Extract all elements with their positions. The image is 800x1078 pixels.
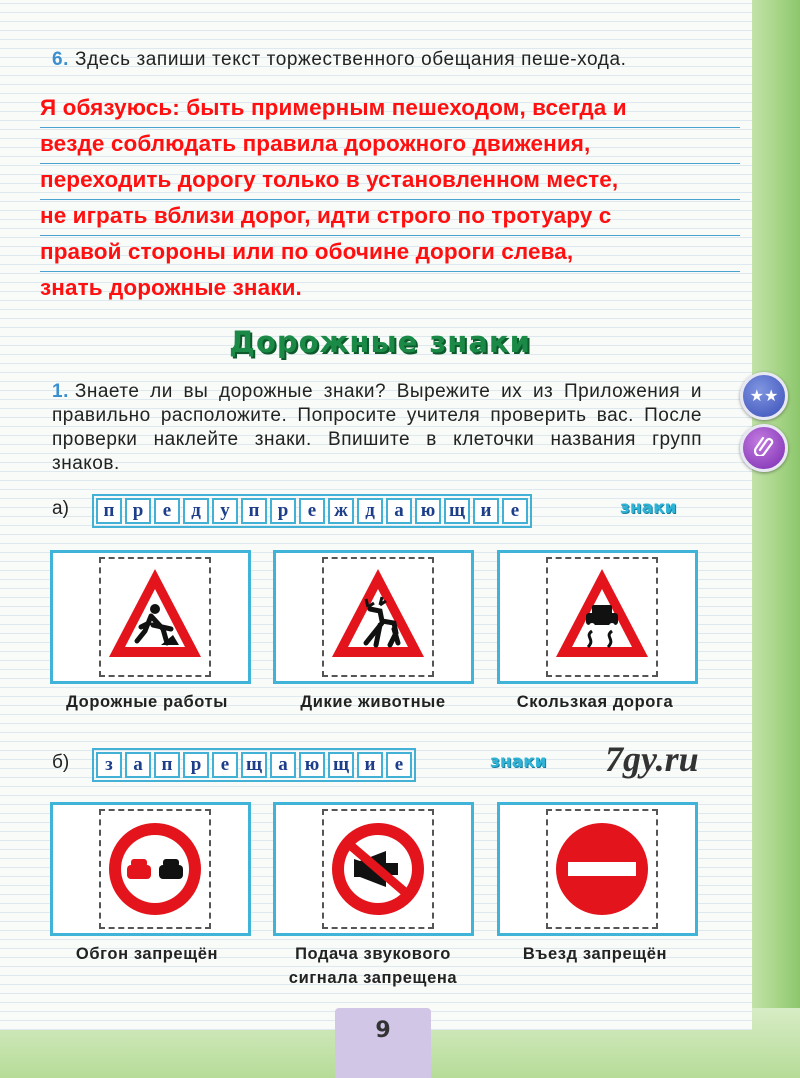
sign-card	[497, 802, 698, 936]
paperclip-icon	[754, 434, 774, 462]
letter-cell: е	[212, 752, 238, 778]
letter-cell: у	[212, 498, 238, 524]
letter-cell: е	[154, 498, 180, 524]
letter-cell: п	[96, 498, 122, 524]
sign-card	[273, 802, 474, 936]
stars-button[interactable]	[740, 372, 788, 420]
sign-cutout-area	[322, 557, 434, 677]
answer-line: везде соблюдать правила дорожного движения,	[40, 128, 740, 164]
letter-cell: е	[386, 752, 412, 778]
sign-card	[497, 550, 698, 684]
answer-line: Я обязуюсь: быть примерным пешеходом, всегда и	[40, 92, 740, 128]
warning-road-works-icon	[101, 559, 209, 675]
letter-cell: р	[125, 498, 151, 524]
sign-card	[50, 550, 251, 684]
sign-card	[50, 802, 251, 936]
task-1-text: Знаете ли вы дорожные знаки? Вырежите их из Приложения и правильно расположите. Попросите учителя проверить вас. После проверки наклейте знаки. Впишите в клеточки названия групп знаков.	[52, 381, 702, 474]
warning-slippery-road-icon	[548, 559, 656, 675]
letter-cell: ю	[415, 498, 441, 524]
group-b-suffix: знаки	[490, 752, 547, 772]
no-horn-icon	[324, 811, 432, 927]
task-1-number: 1.	[52, 381, 69, 402]
sign-cutout-area	[546, 557, 658, 677]
sign-caption: Обгон запрещён	[75, 945, 219, 963]
answer-line: не играть вблизи дорог, идти строго по тротуару с	[40, 200, 740, 236]
page-number: 9	[375, 1018, 391, 1043]
task-6-number: 6.	[52, 49, 70, 70]
task-6-text: Здесь запиши текст торжественного обещания пеше-хода.	[75, 49, 627, 70]
group-a-label: а)	[52, 498, 69, 519]
letter-cell: р	[270, 498, 296, 524]
letter-cell: а	[125, 752, 151, 778]
task-1-prompt	[52, 380, 702, 476]
warning-wild-animals-icon	[324, 559, 432, 675]
no-entry-icon	[548, 811, 656, 927]
letter-cell: а	[386, 498, 412, 524]
sign-cutout-area	[546, 809, 658, 929]
answer-line: правой стороны или по обочине дороги слева,	[40, 236, 740, 272]
answer-line: переходить дорогу только в установленном месте,	[40, 164, 740, 200]
section-title: Дорожные знаки	[229, 325, 531, 359]
sign-cutout-area	[99, 809, 211, 929]
paperclip-button[interactable]	[740, 424, 788, 472]
letter-cell: и	[357, 752, 383, 778]
sign-caption: Въезд запрещён	[522, 945, 668, 963]
letter-cell: р	[183, 752, 209, 778]
letter-cell: щ	[241, 752, 267, 778]
stars-icon: ★★	[749, 388, 779, 405]
sign-caption: Дорожные работы	[66, 693, 228, 711]
letter-cell: п	[241, 498, 267, 524]
sign-card	[273, 550, 474, 684]
letter-cell: и	[473, 498, 499, 524]
task-6-prompt	[52, 48, 702, 72]
letter-cell: а	[270, 752, 296, 778]
no-overtaking-icon	[101, 811, 209, 927]
group-b-letter-cells	[92, 748, 416, 782]
letter-cell: з	[96, 752, 122, 778]
sign-cutout-area	[322, 809, 434, 929]
letter-cell: д	[183, 498, 209, 524]
letter-cell: е	[502, 498, 528, 524]
letter-cell: ж	[328, 498, 354, 524]
answer-line: знать дорожные знаки.	[40, 275, 302, 300]
group-b-label: б)	[52, 752, 70, 773]
letter-cell: д	[357, 498, 383, 524]
letter-cell: ю	[299, 752, 325, 778]
watermark: 7gy.ru	[605, 739, 699, 779]
group-a-letter-cells	[92, 494, 532, 528]
letter-cell: е	[299, 498, 325, 524]
sign-caption: Скользкая дорога	[516, 693, 674, 711]
letter-cell: п	[154, 752, 180, 778]
sign-cutout-area	[99, 557, 211, 677]
sign-caption: Подача звукового сигнала запрещена	[288, 945, 458, 987]
sign-caption: Дикие животные	[300, 693, 446, 711]
handwritten-answer	[40, 92, 740, 307]
letter-cell: щ	[328, 752, 354, 778]
letter-cell: щ	[444, 498, 470, 524]
group-a-suffix: знаки	[620, 498, 677, 518]
